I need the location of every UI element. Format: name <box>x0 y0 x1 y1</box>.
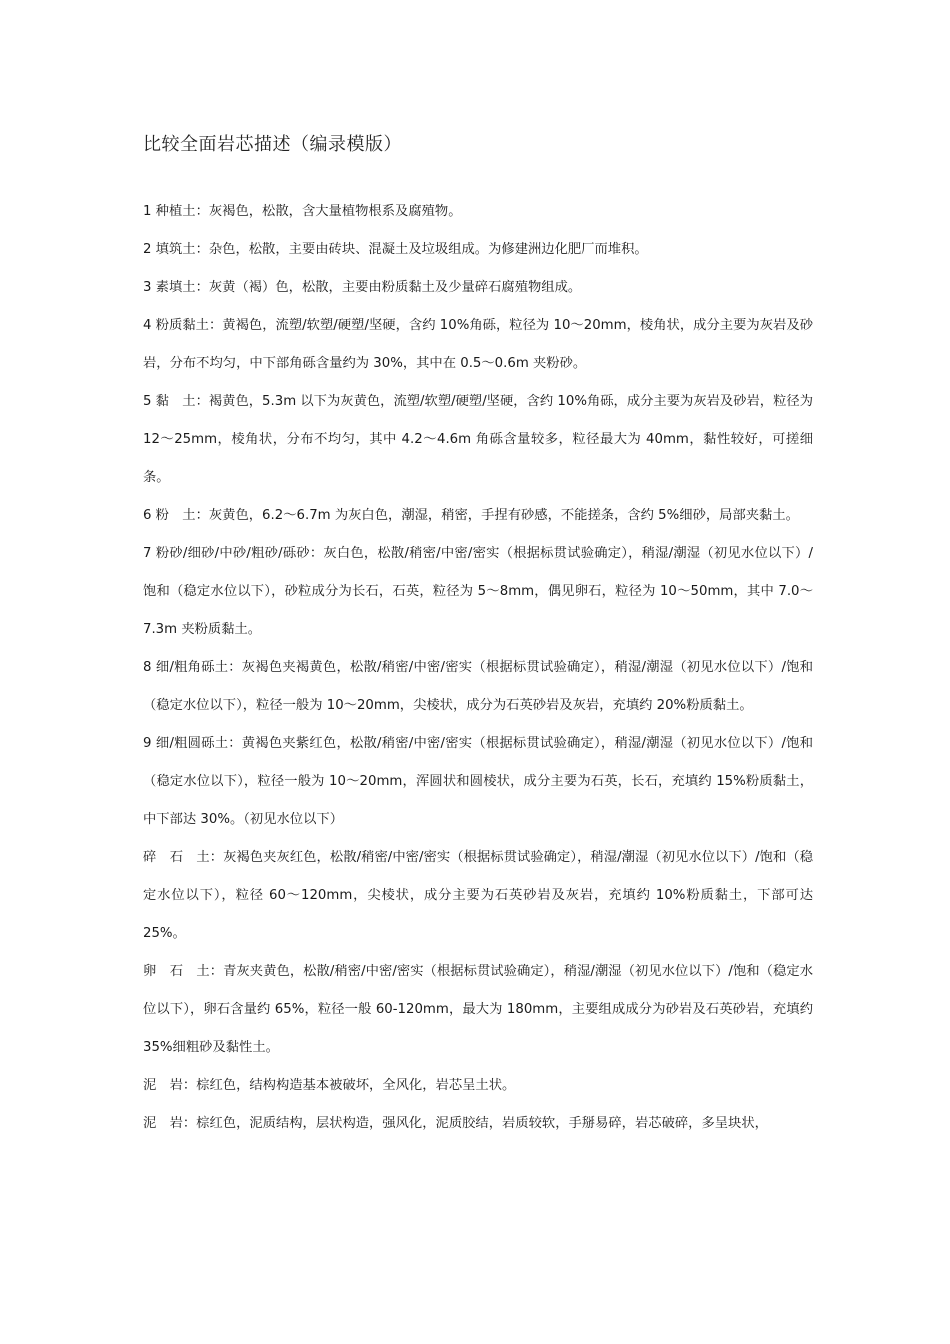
paragraph-plain-fill: 3 素填土：灰黄（褐）色，松散，主要由粉质黏土及少量碎石腐殖物组成。 <box>143 280 582 295</box>
paragraph-pebble-soil: 卵 石 土：青灰夹黄色，松散/稍密/中密/密实（根据标贯试验确定），稍湿/潮湿（初见水位以下）/饱和（稳定水位以下），卵石含量约 65%，粒径一般 60-120mm，最大为 180mm，主要组成成分为砂岩及石英砂岩，充填约 35%细粗砂及黏性土。 <box>143 964 813 1055</box>
paragraph-mudstone-strongly-weathered: 泥 岩：棕红色，泥质结构，层状构造，强风化，泥质胶结，岩质较软，手掰易碎，岩芯破碎，多呈块状， <box>143 1116 768 1131</box>
paragraph-fill-soil: 2 填筑土：杂色，松散，主要由砖块、混凝土及垃圾组成。为修建洲边化肥厂而堆积。 <box>143 242 648 257</box>
paragraph-planting-soil: 1 种植土：灰褐色，松散，含大量植物根系及腐殖物。 <box>143 204 462 219</box>
paragraph-crushed-stone: 碎 石 土：灰褐色夹灰红色，松散/稍密/中密/密实（根据标贯试验确定），稍湿/潮湿（初见水位以下）/饱和（稳定水位以下），粒径 60～120mm，尖棱状，成分主要为石英砂岩及灰岩，充填约 10%粉质黏土，下部可达 25%。 <box>143 850 813 941</box>
paragraph-silty-clay: 4 粉质黏土：黄褐色，流塑/软塑/硬塑/坚硬，含约 10%角砾，粒径为 10～20mm，棱角状，成分主要为灰岩及砂岩，分布不均匀，中下部角砾含量约为 30%，其中在 0.5～0.6m 夹粉砂。 <box>143 318 813 371</box>
paragraph-mudstone-fully-weathered: 泥 岩：棕红色，结构构造基本被破坏，全风化，岩芯呈土状。 <box>143 1078 516 1093</box>
document-title: 比较全面岩芯描述（编录模版） <box>143 134 402 155</box>
paragraph-round-gravel: 9 细/粗圆砾土：黄褐色夹紫红色，松散/稍密/中密/密实（根据标贯试验确定），稍湿/潮湿（初见水位以下）/饱和（稳定水位以下），粒径一般为 10～20mm，浑圆状和圆棱状，成分主要为石英，长石，充填约 15%粉质黏土，中下部达 30%。（初见水位以下） <box>143 736 813 827</box>
paragraph-silt: 6 粉 土：灰黄色，6.2～6.7m 为灰白色，潮湿，稍密，手捏有砂感，不能搓条，含约 5%细砂，局部夹黏土。 <box>143 508 799 523</box>
paragraph-clay: 5 黏 土：褐黄色，5.3m 以下为灰黄色，流塑/软塑/硬塑/坚硬，含约 10%角砾，成分主要为灰岩及砂岩，粒径为 12～25mm，棱角状，分布不均匀，其中 4.2～4.6m 角砾含量较多，粒径最大为 40mm，黏性较好，可搓细条。 <box>143 394 813 485</box>
document-body <box>143 193 813 1143</box>
paragraph-sand: 7 粉砂/细砂/中砂/粗砂/砾砂：灰白色，松散/稍密/中密/密实（根据标贯试验确定），稍湿/潮湿（初见水位以下）/饱和（稳定水位以下），砂粒成分为长石，石英，粒径为 5～8mm，偶见卵石，粒径为 10～50mm，其中 7.0～7.3m 夹粉质黏土。 <box>143 546 813 637</box>
paragraph-angular-gravel: 8 细/粗角砾土：灰褐色夹褐黄色，松散/稍密/中密/密实（根据标贯试验确定），稍湿/潮湿（初见水位以下）/饱和（稳定水位以下），粒径一般为 10～20mm，尖棱状，成分为石英砂岩及灰岩，充填约 20%粉质黏土。 <box>143 660 813 713</box>
